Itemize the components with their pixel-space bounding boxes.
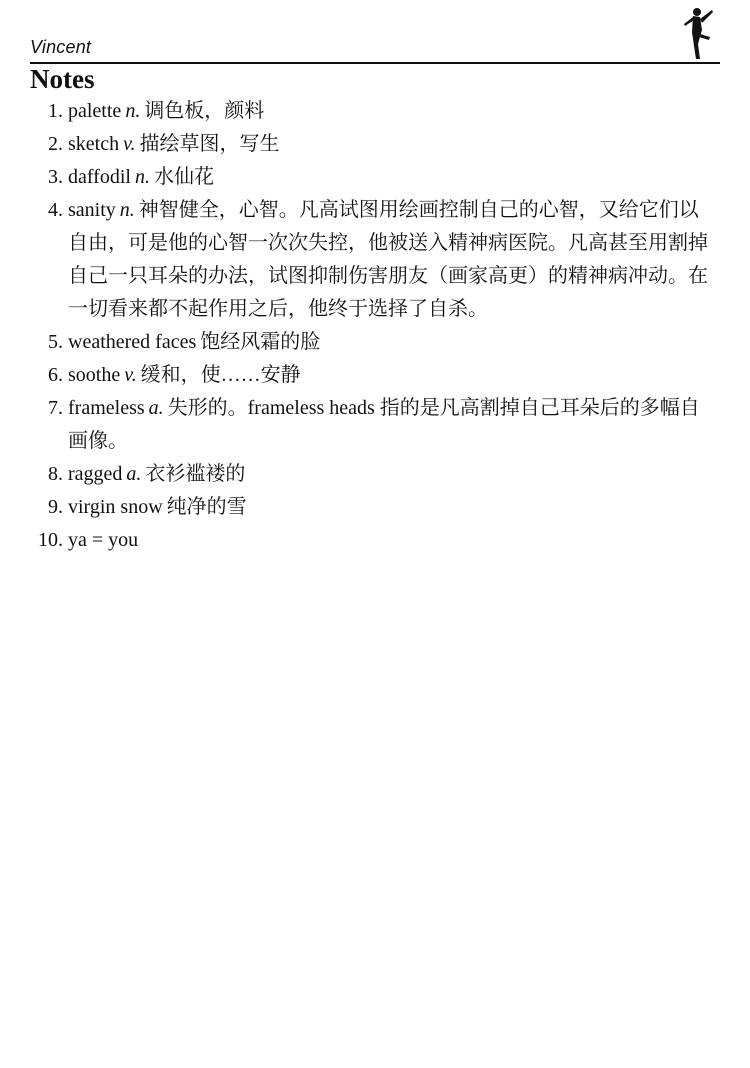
- note-definition: 调色板，颜料: [144, 100, 265, 122]
- note-number: 8.: [48, 463, 63, 485]
- note-number: 5.: [48, 331, 63, 353]
- note-number: 2.: [48, 133, 63, 155]
- note-term: frameless: [68, 397, 145, 419]
- note-item: [30, 491, 716, 524]
- dancer-icon: [680, 4, 716, 62]
- note-term: ragged: [68, 463, 123, 485]
- note-item: [30, 458, 716, 491]
- note-term: weathered faces: [68, 331, 197, 353]
- note-number: 7.: [48, 397, 63, 419]
- note-part-of-speech: n.: [134, 166, 150, 188]
- note-item: [30, 161, 716, 194]
- note-part-of-speech: a.: [126, 463, 142, 485]
- note-part-of-speech: v.: [124, 364, 137, 386]
- note-definition: 神智健全，心智。凡高试图用绘画控制自己的心智，又给它们以自由，可是他的心智一次次失控，他被送入精神病医院。凡高甚至用割掉自己一只耳朵的办法，试图抑制伤害朋友（画家高更）的精神病冲动。在一切看来都不起作用之后，他终于选择了自杀。: [68, 199, 708, 320]
- note-definition: 饱经风霜的脸: [200, 331, 321, 353]
- note-term: sanity: [68, 199, 116, 221]
- running-title: Vincent: [30, 37, 92, 57]
- note-item: [30, 194, 716, 326]
- note-item: [30, 359, 716, 392]
- note-part-of-speech: n.: [125, 100, 141, 122]
- note-item: [30, 392, 716, 458]
- note-number: 4.: [48, 199, 63, 221]
- note-term: soothe: [68, 364, 121, 386]
- note-definition: 衣衫褴褛的: [145, 463, 246, 485]
- notes-list: [30, 95, 716, 557]
- note-number: 6.: [48, 364, 63, 386]
- note-item: [30, 326, 716, 359]
- note-definition: 纯净的雪: [166, 496, 247, 518]
- note-term: ya = you: [68, 529, 139, 551]
- note-part-of-speech: n.: [119, 199, 135, 221]
- note-term: virgin snow: [68, 496, 163, 518]
- note-definition: 水仙花: [153, 166, 214, 188]
- note-term: palette: [68, 100, 122, 122]
- note-definition: 失形的。frameless heads 指的是凡高割掉自己耳朵后的多幅自画像。: [68, 397, 700, 452]
- note-item: [30, 128, 716, 161]
- note-item: [30, 95, 716, 128]
- note-term: daffodil: [68, 166, 131, 188]
- note-definition: 缓和，使……安静: [140, 364, 301, 386]
- note-number: 9.: [48, 496, 63, 518]
- note-number: 10.: [38, 529, 63, 551]
- note-item: [30, 524, 716, 557]
- note-part-of-speech: a.: [148, 397, 164, 419]
- note-number: 3.: [48, 166, 63, 188]
- note-number: 1.: [48, 100, 63, 122]
- note-definition: 描绘草图，写生: [139, 133, 280, 155]
- notes-heading: Notes: [30, 64, 95, 94]
- note-term: sketch: [68, 133, 120, 155]
- note-part-of-speech: v.: [123, 133, 136, 155]
- page-header: [30, 30, 720, 64]
